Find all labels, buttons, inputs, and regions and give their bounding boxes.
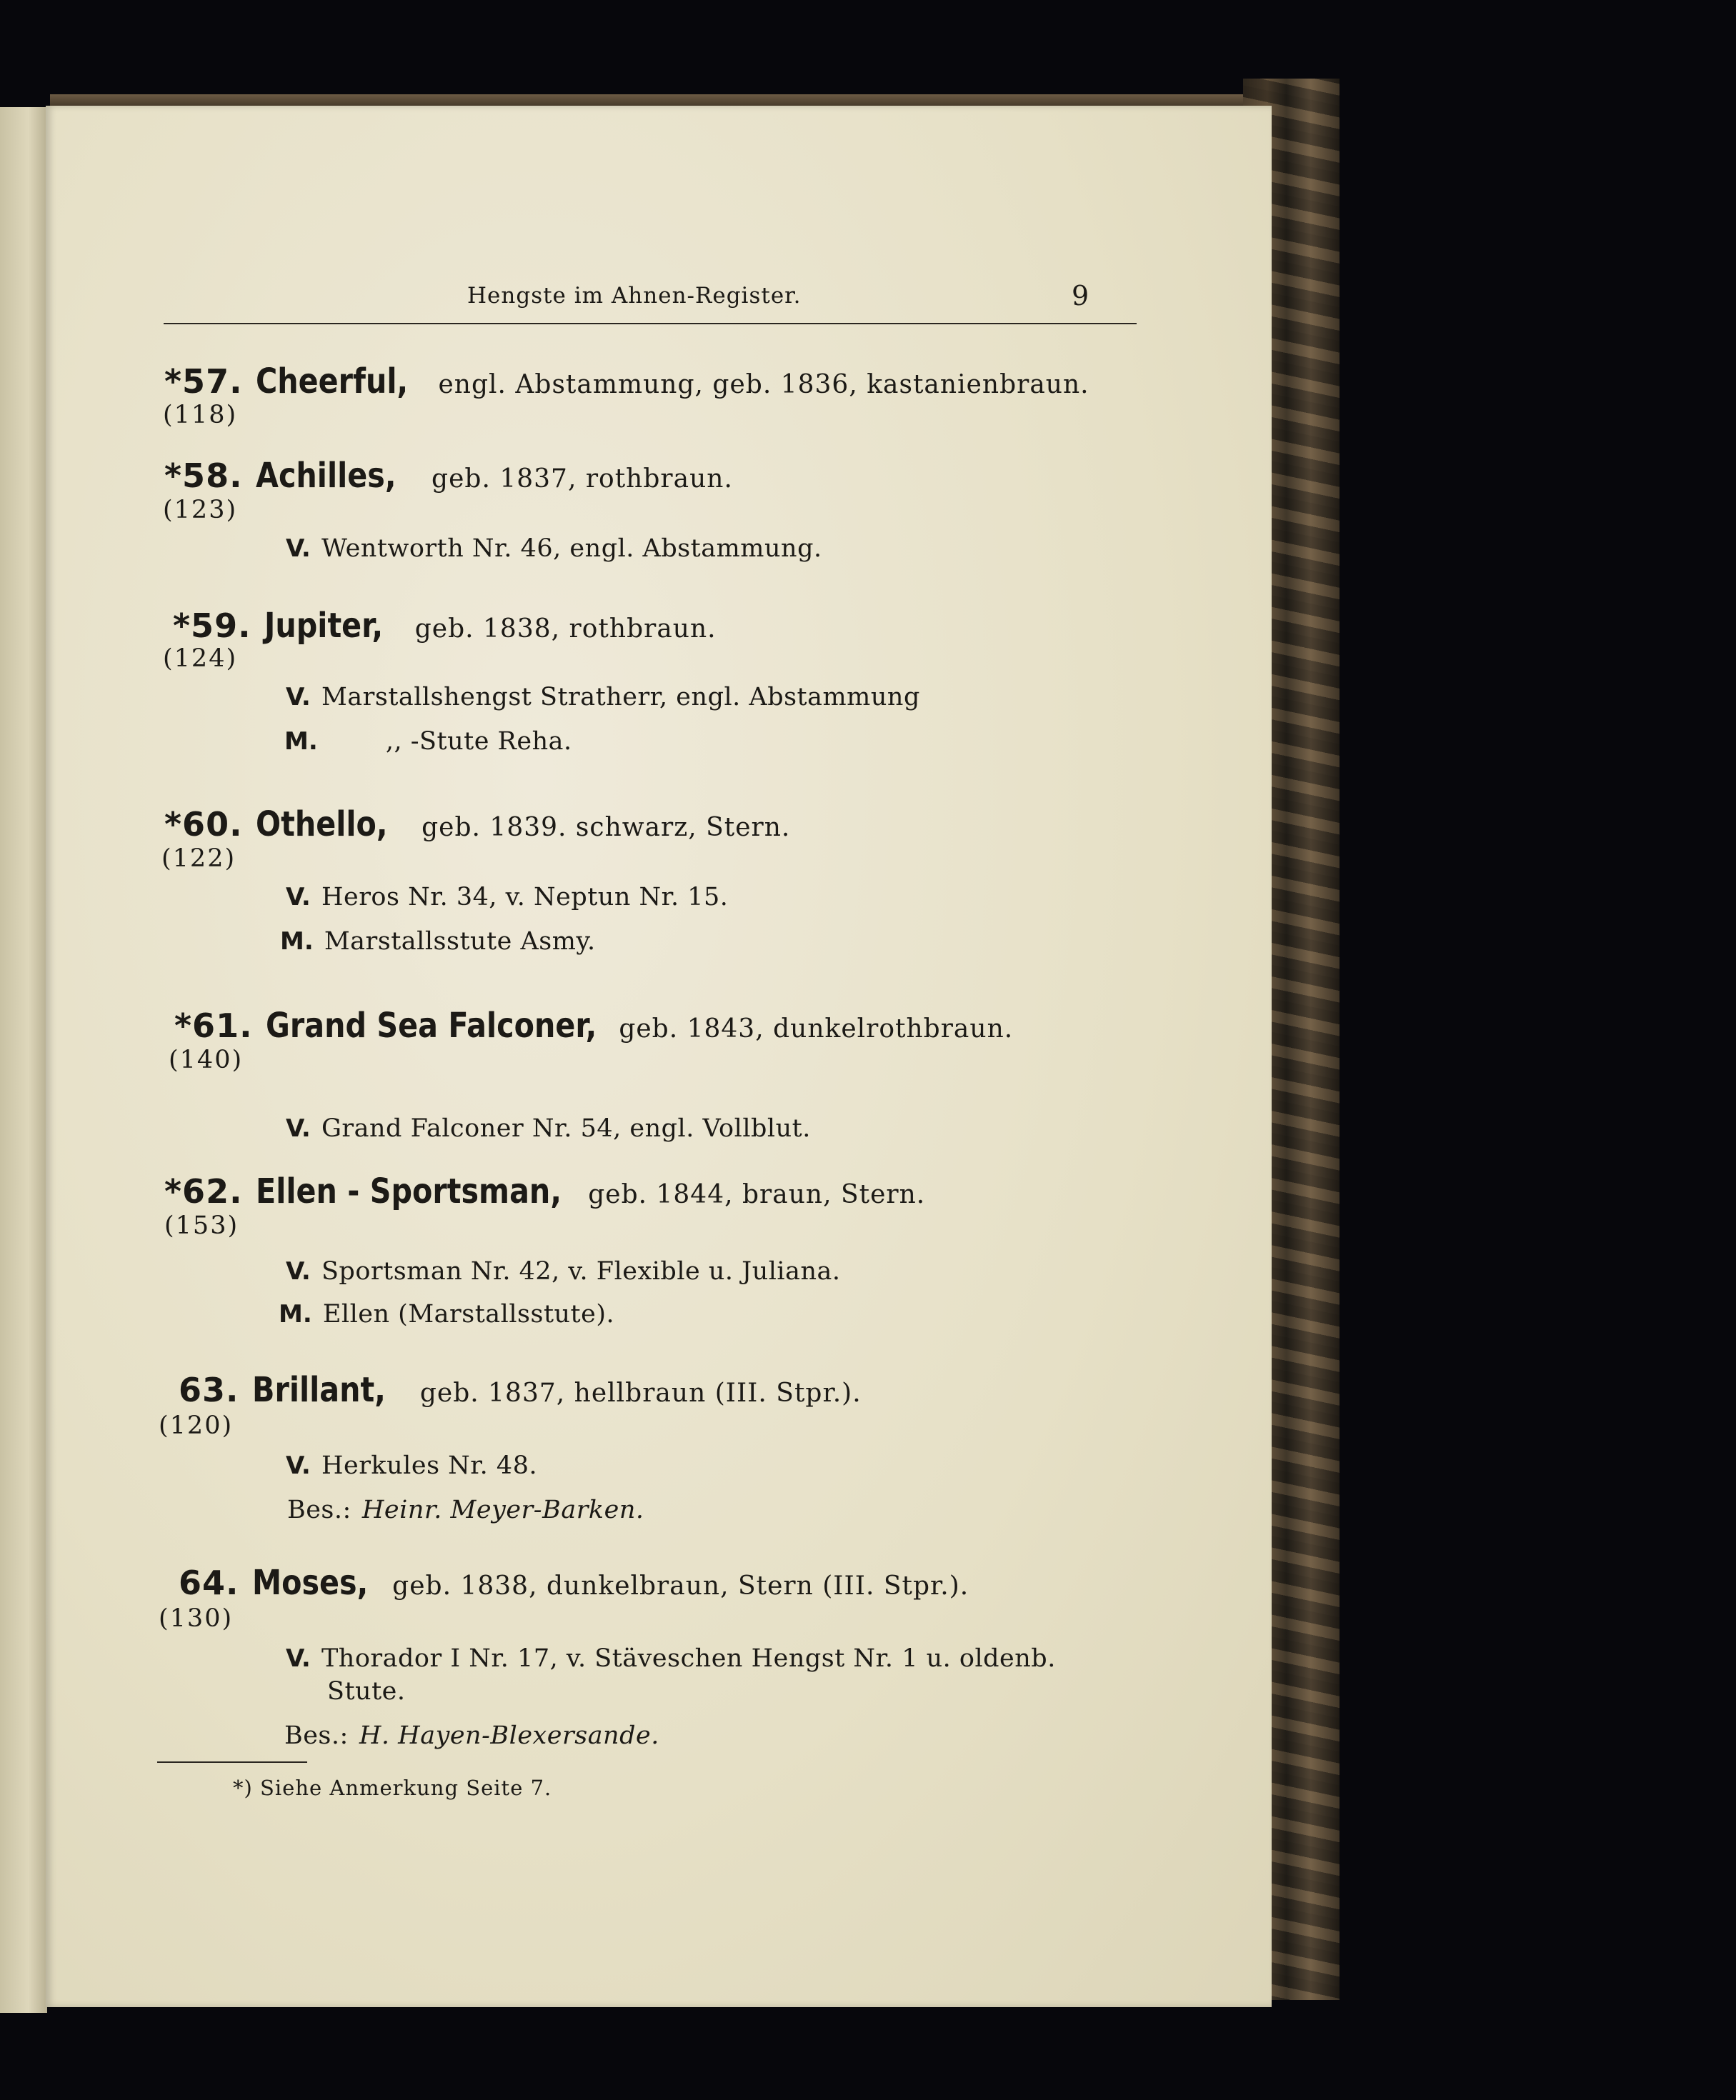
register-number: (120) xyxy=(159,1411,234,1440)
dam-label: M. xyxy=(279,1300,312,1329)
sire-line xyxy=(286,883,728,911)
register-number: (122) xyxy=(161,844,236,873)
entry-60 xyxy=(164,804,790,844)
sire-text: Herkules Nr. 48. xyxy=(321,1451,538,1480)
dam-line xyxy=(280,927,596,956)
entry-number: 63. xyxy=(179,1371,239,1409)
entry-description: geb. 1838, dunkelbraun, Stern (III. Stpr.). xyxy=(392,1571,969,1601)
sire-line xyxy=(286,683,920,711)
sire-line xyxy=(286,1257,841,1286)
register-number: (153) xyxy=(164,1211,239,1240)
entry-64 xyxy=(179,1563,969,1603)
sire-label: V. xyxy=(286,883,311,911)
dam-line xyxy=(284,727,572,756)
sire-text-continued: Stute. xyxy=(327,1677,406,1706)
sire-text: Thorador I Nr. 17, v. Stäveschen Hengst Nr. 1 u. oldenb. xyxy=(321,1644,1056,1673)
owner-line xyxy=(284,1721,659,1750)
entry-57 xyxy=(164,361,1089,401)
horse-name: Achilles, xyxy=(255,456,396,496)
sire-text: Grand Falconer Nr. 54, engl. Vollblut. xyxy=(321,1114,811,1143)
entry-62 xyxy=(164,1171,925,1211)
entry-number: *58. xyxy=(164,456,243,495)
register-number: (130) xyxy=(159,1604,234,1633)
book-page xyxy=(46,106,1272,2007)
register-number: (118) xyxy=(163,401,238,429)
horse-name: Brillant, xyxy=(251,1370,386,1410)
dam-text: ,, -Stute Reha. xyxy=(385,727,572,756)
entry-number: *57. xyxy=(164,362,243,401)
footnote-rule xyxy=(157,1761,307,1763)
entry-63 xyxy=(179,1370,862,1410)
entry-58 xyxy=(164,456,733,496)
sire-text: Heros Nr. 34, v. Neptun Nr. 15. xyxy=(321,883,729,911)
horse-name: Grand Sea Falconer, xyxy=(265,1006,597,1046)
entry-number: *62. xyxy=(164,1172,243,1211)
sire-text: Wentworth Nr. 46, engl. Abstammung. xyxy=(321,534,822,563)
sire-line xyxy=(286,1451,537,1480)
entry-number: *61. xyxy=(174,1006,253,1045)
sire-line xyxy=(286,1644,1056,1673)
entry-description: engl. Abstammung, geb. 1836, kastanienbraun. xyxy=(438,370,1089,399)
dam-label: M. xyxy=(280,927,314,956)
footnote: *) Siehe Anmerkung Seite 7. xyxy=(233,1776,552,1800)
entry-number: *59. xyxy=(173,606,251,645)
dam-text: Marstallsstute Asmy. xyxy=(324,927,596,956)
dam-line xyxy=(279,1300,614,1329)
sire-line xyxy=(286,1114,811,1143)
sire-label: V. xyxy=(286,1257,311,1286)
owner-name: Heinr. Meyer-Barken. xyxy=(361,1496,644,1524)
sire-label: V. xyxy=(286,1644,311,1673)
sire-text: Sportsman Nr. 42, v. Flexible u. Juliana. xyxy=(321,1257,841,1286)
sire-label: V. xyxy=(286,1114,311,1143)
sire-label: V. xyxy=(286,1451,311,1480)
horse-name: Othello, xyxy=(255,804,388,844)
page-number: 9 xyxy=(1072,280,1089,311)
dam-text: Ellen (Marstallsstute). xyxy=(322,1300,615,1329)
register-number: (123) xyxy=(163,496,238,524)
running-header: Hengste im Ahnen-Register. xyxy=(467,283,802,309)
sire-line xyxy=(286,534,822,563)
register-number: (124) xyxy=(163,644,238,673)
entry-number: 64. xyxy=(179,1564,239,1602)
sire-label: V. xyxy=(286,683,311,711)
horse-name: Jupiter, xyxy=(264,606,383,646)
horse-name: Cheerful, xyxy=(255,361,408,401)
entry-description: geb. 1843, dunkelrothbraun. xyxy=(619,1014,1014,1044)
entry-description: geb. 1844, braun, Stern. xyxy=(588,1180,926,1209)
owner-line xyxy=(287,1496,644,1524)
entry-description: geb. 1839. schwarz, Stern. xyxy=(421,813,791,842)
owner-label: Bes.: xyxy=(287,1496,351,1524)
dam-label: M. xyxy=(284,727,318,756)
sire-label: V. xyxy=(286,534,311,563)
horse-name: Ellen - Sportsman, xyxy=(255,1171,562,1211)
entry-description: geb. 1837, rothbraun. xyxy=(431,464,733,494)
sire-text: Marstallshengst Stratherr, engl. Abstammung xyxy=(321,683,920,711)
entry-description: geb. 1837, hellbraun (III. Stpr.). xyxy=(419,1379,862,1408)
header-rule xyxy=(164,323,1137,324)
entry-description: geb. 1838, rothbraun. xyxy=(414,614,717,644)
owner-label: Bes.: xyxy=(284,1721,349,1750)
entry-number: *60. xyxy=(164,805,243,844)
left-page-edge xyxy=(0,107,47,2013)
horse-name: Moses, xyxy=(251,1563,368,1603)
register-number: (140) xyxy=(169,1046,244,1074)
owner-name: H. Hayen-Blexersande. xyxy=(359,1721,659,1750)
entry-61 xyxy=(174,1006,1013,1046)
entry-59 xyxy=(173,606,717,646)
